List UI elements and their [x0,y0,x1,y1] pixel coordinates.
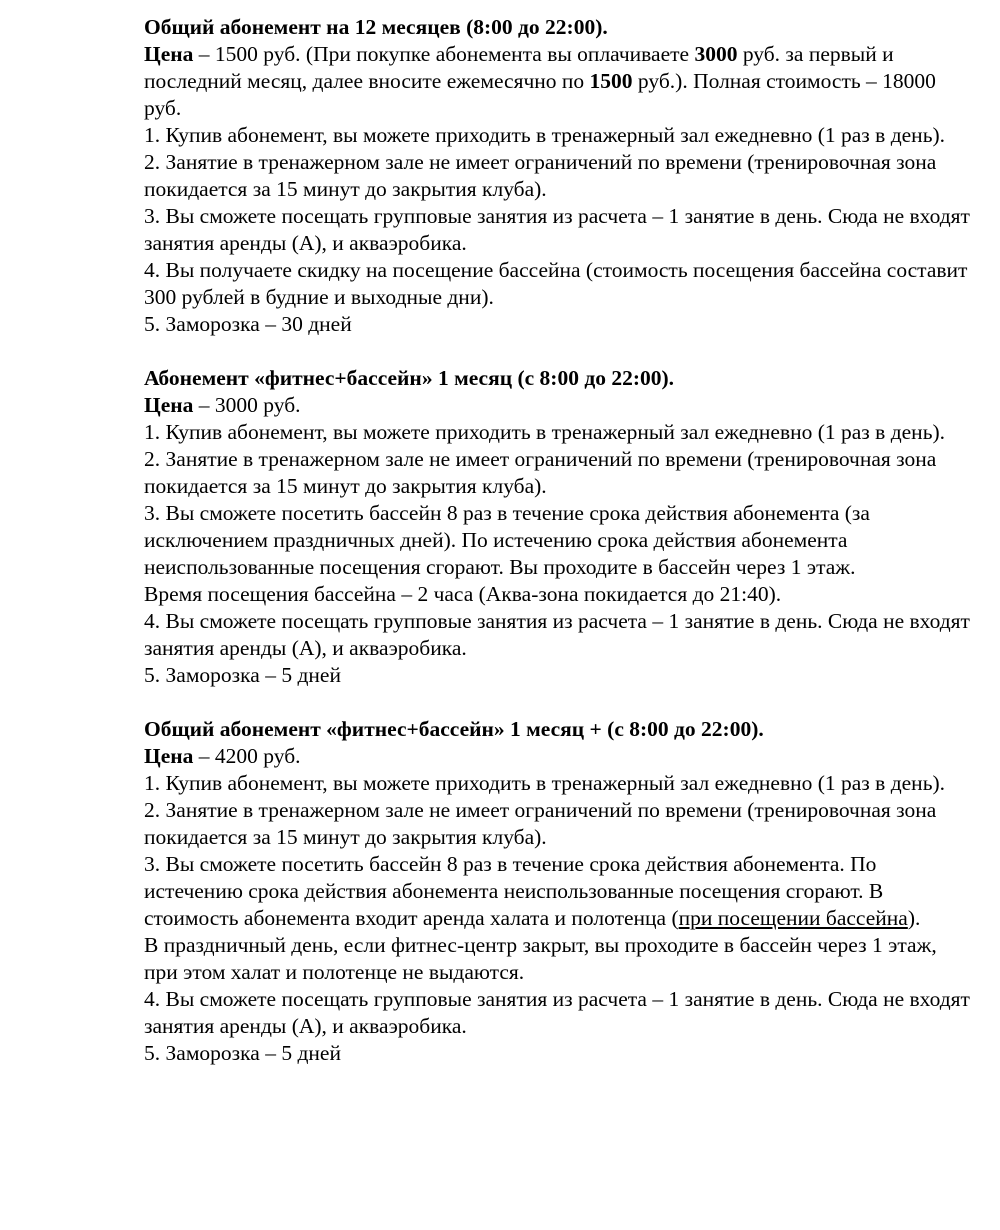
list-item: 2. Занятие в тренажерном зале не имеет ограничений по времени (тренировочная зона покидается за 15 минут до закрытия клуба). [144,447,937,498]
list-item: 1. Купив абонемент, вы можете приходить в тренажерный зал ежедневно (1 раз в день). [144,771,946,795]
list-item: 5. Заморозка – 5 дней [144,663,341,687]
underlined-note: при посещении бассейна [678,906,908,930]
list-item: 2. Занятие в тренажерном зале не имеет ограничений по времени (тренировочная зона покидается за 15 минут до закрытия клуба). [144,798,937,849]
price-text: руб. за первый и последний месяц, далее вносите ежемесячно по [144,42,894,93]
price-line [144,392,974,419]
price-text: – 1500 руб. (При покупке абонемента вы оплачиваете [193,42,695,66]
list-item: 5. Заморозка – 5 дней [144,1041,341,1065]
document-page [144,14,974,1067]
price-text: руб.). Полная стоимость – 18000 руб. [144,69,936,120]
price-monthly: 1500 [589,69,633,93]
price-label: Цена [144,393,194,417]
price-first-last-month: 3000 [694,42,738,66]
price-label: Цена [144,744,194,768]
section-title: Абонемент «фитнес+бассейн» 1 месяц (с 8:00 до 22:00). [144,366,675,390]
list-item: 3. Вы сможете посетить бассейн 8 раз в течение срока действия абонемента (за исключением праздничных дней). По истечению срока действия абонемента неиспользованные посещения сгорают. Вы проходите в бассейн через 1 этаж. [144,501,870,579]
list-item: 3. Вы сможете посещать групповые занятия из расчета – 1 занятие в день. Сюда не входят занятия аренды (А), и акваэробика. [144,204,970,255]
price-text: – 4200 руб. [193,744,301,768]
section-title: Общий абонемент на 12 месяцев (8:00 до 22:00). [144,15,608,39]
list-item-text: 3. Вы сможете посетить бассейн 8 раз в течение срока действия абонемента. По истечению срока действия абонемента неиспользованные посещения сгорают. В стоимость абонемента входит аренда халата и полотенца ( [144,852,884,930]
list-item: 4. Вы сможете посещать групповые занятия из расчета – 1 занятие в день. Сюда не входят занятия аренды (А), и акваэробика. [144,609,970,660]
section-title: Общий абонемент «фитнес+бассейн» 1 месяц + (с 8:00 до 22:00). [144,717,764,741]
price-line [144,743,974,770]
section-12-month-pass [144,14,974,338]
price-line [144,41,974,122]
list-item: 5. Заморозка – 30 дней [144,312,352,336]
list-item: 1. Купив абонемент, вы можете приходить в тренажерный зал ежедневно (1 раз в день). [144,420,946,444]
price-label: Цена [144,42,194,66]
list-item: Время посещения бассейна – 2 часа (Аква-зона покидается до 21:40). [144,582,782,606]
list-item [144,851,974,932]
section-fitness-pool-1-month-plus [144,716,974,1067]
price-text: – 3000 руб. [193,393,301,417]
list-item: 4. Вы сможете посещать групповые занятия из расчета – 1 занятие в день. Сюда не входят занятия аренды (А), и акваэробика. [144,987,970,1038]
section-fitness-pool-1-month [144,365,974,689]
list-item: 2. Занятие в тренажерном зале не имеет ограничений по времени (тренировочная зона покидается за 15 минут до закрытия клуба). [144,150,937,201]
list-item: 4. Вы получаете скидку на посещение бассейна (стоимость посещения бассейна составит 300 рублей в будние и выходные дни). [144,258,968,309]
list-item: В праздничный день, если фитнес-центр закрыт, вы проходите в бассейн через 1 этаж, при этом халат и полотенце не выдаются. [144,933,937,984]
list-item-text: ). [907,906,921,930]
list-item: 1. Купив абонемент, вы можете приходить в тренажерный зал ежедневно (1 раз в день). [144,123,946,147]
